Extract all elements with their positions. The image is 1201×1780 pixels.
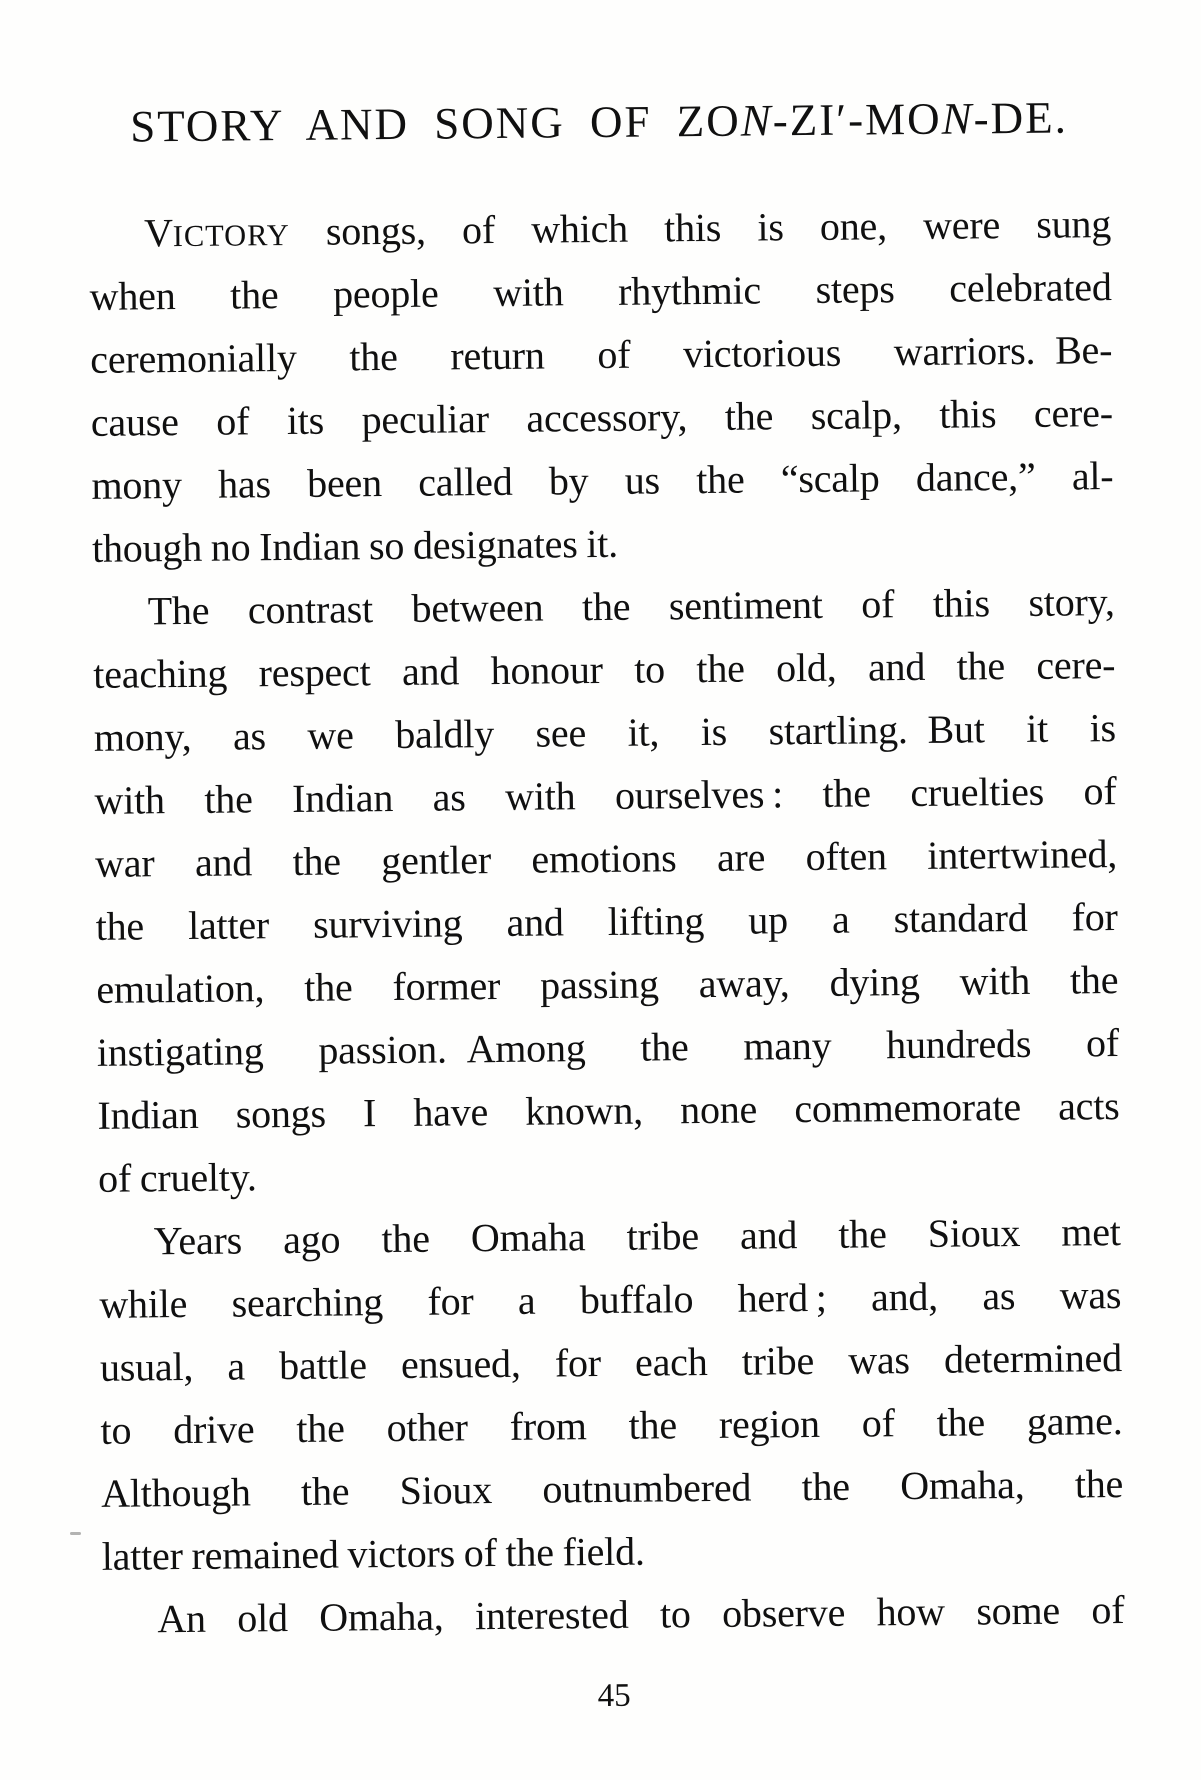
text-segment: The contrast between the sentiment of this story,: [147, 579, 1115, 634]
text-segment: usual, a battle ensued, for each tribe was determined: [99, 1335, 1123, 1390]
text-segment: -DE.: [973, 92, 1069, 144]
text-segment: -ZI′-MO: [772, 93, 942, 146]
text-segment: An old Omaha, interested to observe how some of: [157, 1587, 1125, 1642]
text-segment: with the Indian as with ourselves : the cruelties of: [94, 768, 1117, 823]
text-segment: teaching respect and honour to the old, and the cere-: [93, 642, 1116, 697]
text-line: [99, 1263, 1122, 1336]
text-segment: Although the Sioux outnumbered the Omaha, the: [100, 1461, 1124, 1516]
text-line: [102, 1578, 1125, 1651]
text-segment: while searching for a buffalo herd ; and, as was: [99, 1272, 1122, 1327]
text-segment: N: [740, 95, 774, 146]
text-segment: ceremonially the return of victorious warriors. Be-: [90, 327, 1113, 382]
text-segment: ICTORY: [172, 217, 290, 254]
text-segment: V: [143, 210, 173, 256]
text-line: [95, 822, 1118, 895]
text-line: [93, 633, 1116, 706]
text-segment: emulation, the former passing away, dying with the: [96, 957, 1119, 1012]
text-line: [91, 444, 1114, 517]
text-segment: latter remained victors of the field.: [101, 1528, 645, 1579]
text-segment: war and the gentler emotions are often intertwined,: [94, 831, 1118, 886]
text-segment: Years ago the Omaha tribe and the Sioux met: [153, 1209, 1121, 1264]
text-segment: cause of its peculiar accessory, the scalp, this cere-: [90, 390, 1114, 445]
scan-speck: [70, 1532, 81, 1535]
text-line: [94, 696, 1117, 769]
text-line: [96, 948, 1119, 1021]
text-segment: to drive the other from the region of the game.: [100, 1398, 1123, 1453]
page-title: [88, 91, 1110, 153]
text-line: [101, 1452, 1124, 1525]
text-segment: instigating passion. Among the many hundreds of: [96, 1020, 1120, 1075]
text-segment: mony has been called by us the “scalp dance,” al-: [91, 453, 1114, 508]
text-line: [91, 381, 1114, 454]
text-line: [90, 318, 1113, 391]
text-line: [92, 507, 1115, 580]
text-segment: N: [941, 93, 974, 144]
text-line: [89, 255, 1112, 328]
page-number: 45: [597, 1677, 631, 1715]
text-line: [100, 1389, 1123, 1462]
text-segment: songs, of which this is one, were sung: [289, 201, 1112, 254]
text-segment: mony, as we baldly see it, is startling. But it is: [93, 705, 1117, 760]
text-line: [98, 1200, 1121, 1273]
text-segment: the latter surviving and lifting up a standard for: [95, 894, 1118, 949]
text-line: [92, 570, 1115, 643]
text-segment: though no Indian so designates it.: [91, 520, 619, 571]
text-line: [95, 885, 1118, 958]
text-segment: STORY AND SONG OF ZO: [129, 95, 742, 152]
text-segment: when the people with rhythmic steps celebrated: [89, 264, 1112, 319]
text-line: [101, 1515, 1124, 1588]
text-line: [89, 192, 1112, 265]
text-block: [89, 192, 1125, 1651]
text-segment: of cruelty.: [97, 1154, 257, 1201]
text-line: [94, 759, 1117, 832]
text-line: [98, 1137, 1121, 1210]
text-segment: Indian songs I have known, none commemorate acts: [97, 1083, 1120, 1138]
text-line: [97, 1074, 1120, 1147]
page-content: [87, 0, 1126, 1780]
text-line: [100, 1326, 1123, 1399]
text-line: [97, 1011, 1120, 1084]
